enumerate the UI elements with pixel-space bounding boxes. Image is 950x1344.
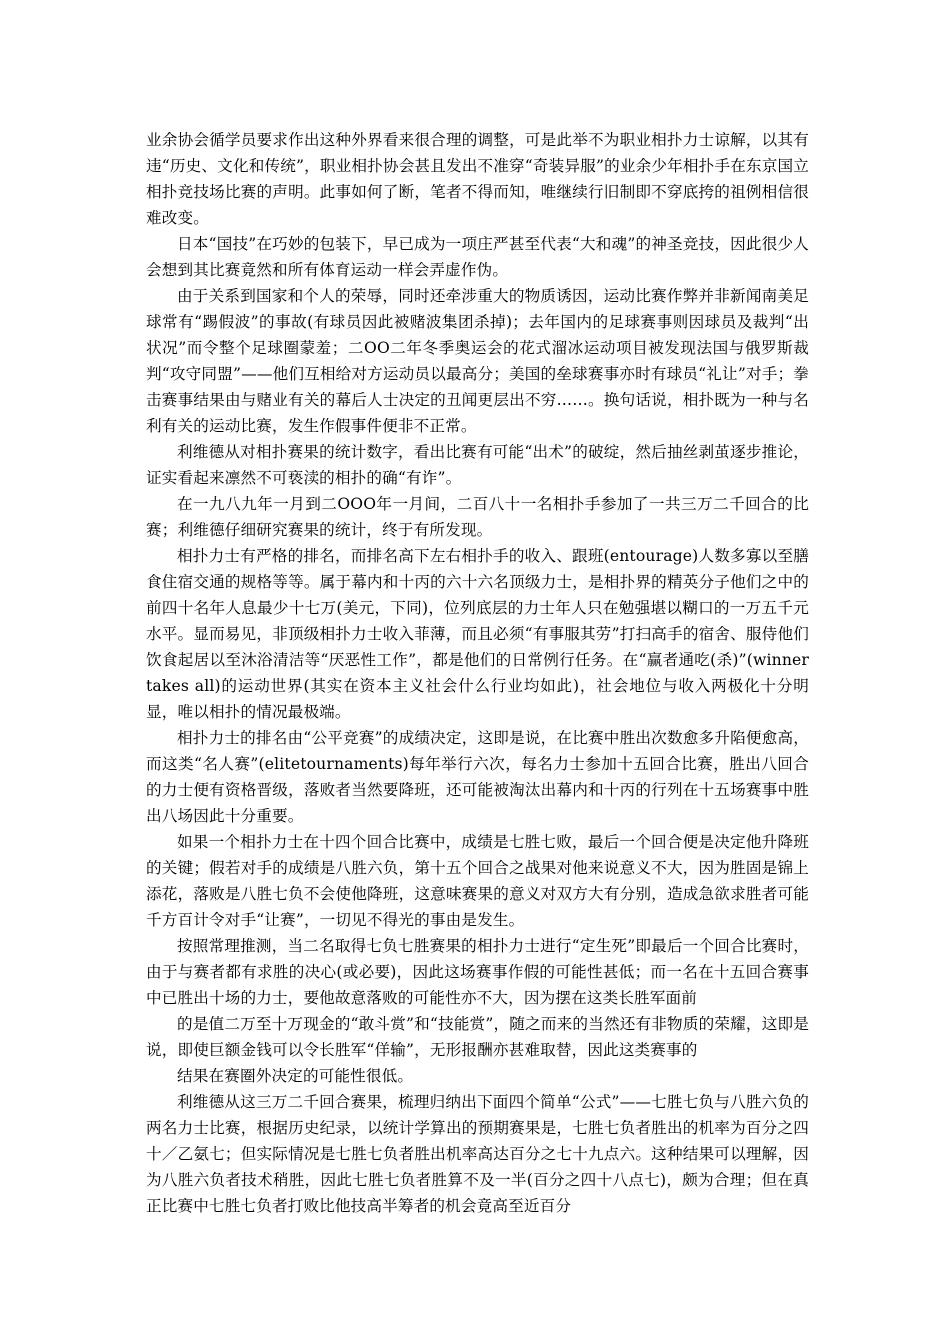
paragraph: 相扑力士的排名由“公平竞赛”的成绩决定，这即是说，在比赛中胜出次数愈多升陷便愈高，而这类“名人赛”(elitetournaments)每年举行六次，每名力士参加十五回合比赛，胜出八回合的力士便有资格晋级，落败者当然要降班，还可能被淘汰出幕内和十丙的行列在十五场赛事中胜出八场因此十分重要。 — [146, 729, 809, 825]
paragraph: 业余协会循学员要求作出这种外界看来很合理的调整，可是此举不为职业相扑力士谅解，以其有违“历史、文化和传统”，职业相扑协会甚且发出不准穿“奇装异服”的业余少年相扑手在东京国立相扑竞技场比赛的声明。此事如何了断，笔者不得而知，唯继续行旧制即不穿底挎的祖例相信很难改变。 — [146, 131, 809, 227]
paragraph: 按照常理推测，当二名取得七负七胜赛果的相扑力士进行“定生死”即最后一个回合比赛时，由于与赛者都有求胜的决心(或必要)，因此这场赛事作假的可能性甚低；而一名在十五回合赛事中已胜出十场的力士，要他故意落败的可能性亦不大，因为摆在这类长胜军面前 — [146, 937, 809, 1007]
paragraph: 利维德从这三万二千回合赛果，梳理归纳出下面四个简单“公式”——七胜七负与八胜六负的两名力士比赛，根据历史纪录，以统计学算出的预期赛果是，七胜七负者胜出的机率为百分之四十／乙氨七；但实际情况是七胜七负者胜出机率高达百分之七十九点六。这种结果可以理解，因为八胜六负者技术稍胜，因此七胜七负者胜算不及一半(百分之四十八点七)，颇为合理；但在真正比赛中七胜七负者打败比他技高半筹者的机会竟高至近百分 — [146, 1093, 809, 1215]
paragraph: 结果在赛圈外决定的可能性很低。 — [177, 1067, 414, 1085]
paragraph: 日本“国技”在巧妙的包装下，早已成为一项庄严甚至代表“大和魂”的神圣竞技，因此很少人会想到其比赛竟然和所有体育运动一样会弄虚作伪。 — [146, 235, 809, 279]
paragraph: 的是值二万至十万现金的“敢斗赏”和“技能赏”，随之而来的当然还有非物质的荣耀，这即是说，即使巨额金钱可以令长胜军“佯输”，无形报酬亦甚难取替，因此这类赛事的 — [146, 1015, 809, 1059]
document-body — [146, 127, 809, 1219]
paragraph: 在一九八九年一月到二OOO年一月间，二百八十一名相扑手参加了一共三万二千回合的比赛；利维德仔细研究赛果的统计，终于有所发现。 — [146, 495, 809, 539]
paragraph: 相扑力士有严格的排名，而排名高下左右相扑手的收入、跟班(entourage)人数多寡以至膳食住宿交通的规格等等。属于幕内和十丙的六十六名顶级力士，是相扑界的精英分子他们之中的前四十名年人息最少十七万(美元，下同)，位列底层的力士年人只在勉强堪以糊口的一万五千元水平。显而易见，非顶级相扑力士收入菲薄，而且必须“有事服其劳”打扫高手的宿舍、服侍他们饮食起居以至沐浴清洁等“厌恶性工作”，都是他们的日常例行任务。在“赢者通吃(杀)”(winner takes all)的运动世界(其实在资本主义社会什么行业均如此)，社会地位与收入两极化十分明显，唯以相扑的情况最极端。 — [146, 547, 809, 721]
paragraph: 由于关系到国家和个人的荣辱，同时还牵涉重大的物质诱因，运动比赛作弊并非新闻南美足球常有“踢假波”的事故(有球员因此被赌波集团杀掉)；去年国内的足球赛事则因球员及裁判“出状况”而令整个足球圈蒙羞；二OO二年冬季奥运会的花式溜冰运动项目被发现法国与俄罗斯裁判“攻守同盟”——他们互相给对方运动员以最高分；美国的垒球赛事亦时有球员“礼让”对手；拳击赛事结果由与赌业有关的幕后人士决定的丑闻更层出不穷……。换句话说，相扑既为一种与名利有关的运动比赛，发生作假事件便非不正常。 — [146, 287, 809, 435]
paragraph: 如果一个相扑力士在十四个回合比赛中，成绩是七胜七败，最后一个回合便是决定他升降班的关键；假若对手的成绩是八胜六负，第十五个回合之战果对他来说意义不大，因为胜固是锦上添花，落败是八胜七负不会使他降班，这意味赛果的意义对双方大有分别，造成急欲求胜者可能千方百计令对手“让赛”，一切见不得光的事由是发生。 — [146, 833, 809, 929]
paragraph: 利维德从对相扑赛果的统计数字，看出比赛有可能“出术”的破绽，然后抽丝剥茧逐步推论，证实看起来凛然不可亵渎的相扑的确“有诈”。 — [146, 443, 809, 487]
